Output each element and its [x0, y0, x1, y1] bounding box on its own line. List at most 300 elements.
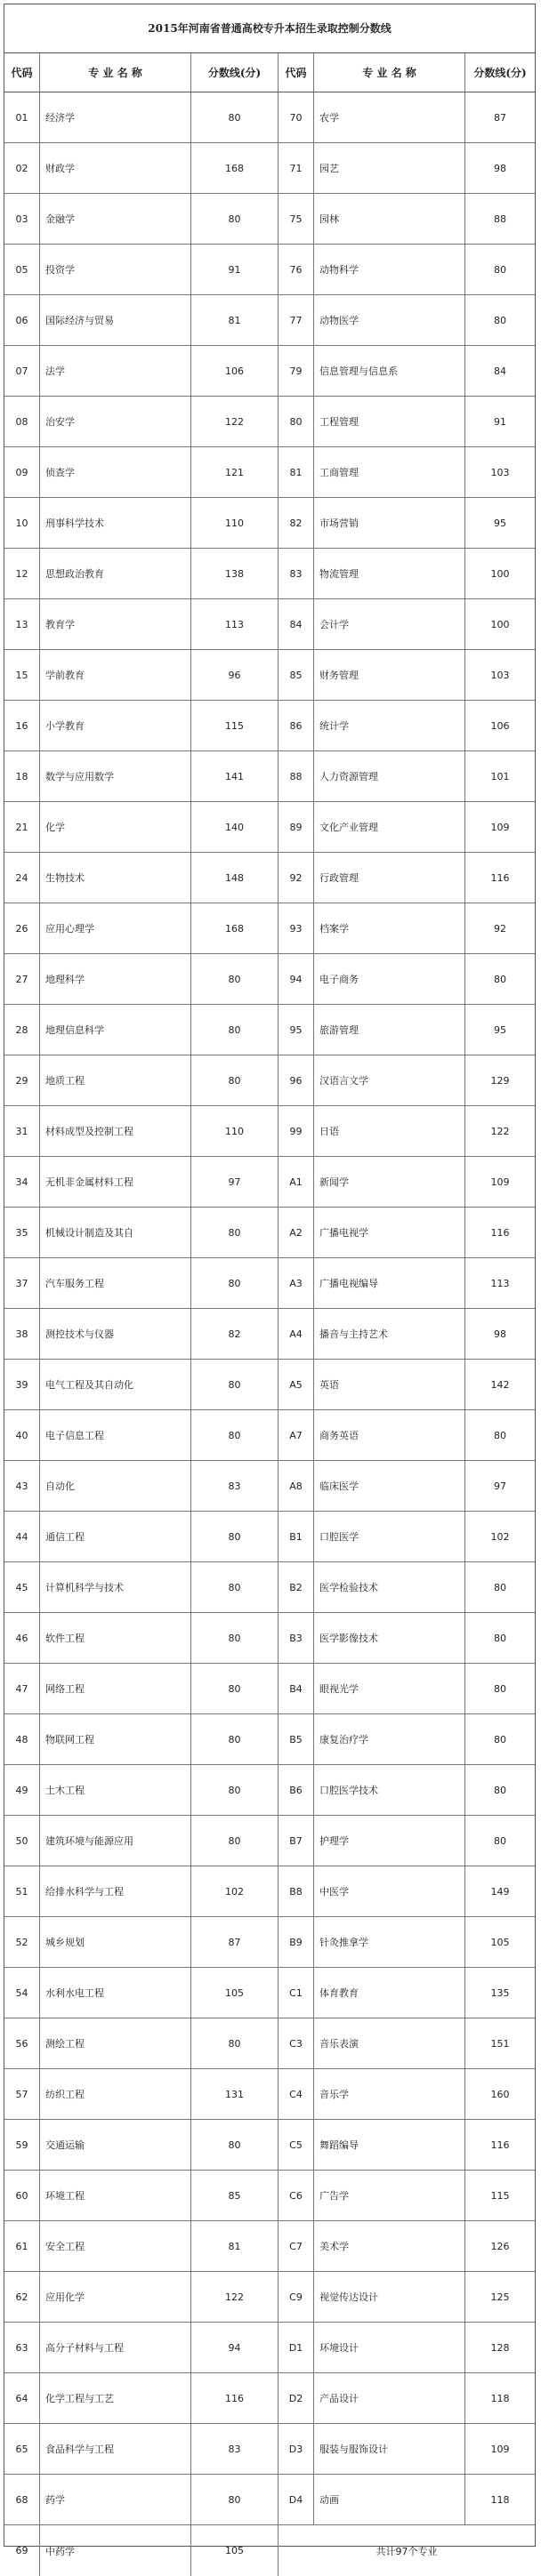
code-cell: A4: [279, 1309, 314, 1359]
score-cell: 100: [490, 618, 510, 630]
major-name-cell: 中医学: [314, 1866, 465, 1916]
table-row: [4, 1258, 535, 1309]
table-row: [4, 1461, 535, 1512]
code-cell: 76: [279, 245, 314, 294]
table-row: [4, 2069, 535, 2120]
major-name-cell: 中药学: [40, 2525, 191, 2576]
score-cell: 80: [494, 263, 506, 276]
score-cell: 80: [494, 1581, 506, 1593]
major-name-cell: 地理信息科学: [40, 1005, 191, 1055]
table-row: [4, 853, 535, 903]
code-cell: B8: [279, 1866, 314, 1916]
score-cell: 149: [490, 1885, 510, 1898]
code-cell: 07: [4, 346, 40, 396]
score-cell: 84: [494, 365, 506, 377]
table-row: [4, 2424, 535, 2475]
major-name-cell: 教育学: [40, 599, 191, 649]
major-name-cell: 建筑环境与能源应用: [40, 1816, 191, 1866]
score-cell: 80: [494, 1682, 506, 1695]
code-cell: 95: [279, 1005, 314, 1055]
code-cell: C5: [279, 2120, 314, 2170]
score-cell: 106: [490, 719, 510, 732]
code-cell: 92: [279, 853, 314, 903]
major-name-cell: 英语: [314, 1360, 465, 1409]
score-cell: 122: [191, 397, 279, 446]
major-name-cell: 给排水科学与工程: [40, 1866, 191, 1916]
major-name-cell: 侦查学: [40, 447, 191, 497]
major-name-cell: 土木工程: [40, 1765, 191, 1815]
table-row: [4, 143, 535, 194]
major-name-cell: 国际经济与贸易: [40, 295, 191, 345]
major-name-cell: 财政学: [40, 143, 191, 193]
score-cell: 110: [191, 498, 279, 548]
code-cell: A1: [279, 1157, 314, 1207]
score-cell: 80: [494, 1784, 506, 1796]
code-cell: B9: [279, 1917, 314, 1967]
table-row: [4, 1055, 535, 1106]
score-cell: 100: [490, 567, 510, 580]
score-cell: 129: [490, 1074, 510, 1087]
header-major-right: 专 业 名 称: [314, 53, 465, 92]
major-name-cell: 汉语言文学: [314, 1055, 465, 1105]
major-name-cell: 高分子材料与工程: [40, 2323, 191, 2372]
table-row: [4, 1816, 535, 1866]
major-name-cell: 广播电视编导: [314, 1258, 465, 1308]
major-name-cell: 交通运输: [40, 2120, 191, 2170]
score-cell: 88: [494, 213, 506, 225]
major-name-cell: 投资学: [40, 245, 191, 294]
major-name-cell: 测绘工程: [40, 2018, 191, 2068]
code-cell: 08: [4, 397, 40, 446]
major-name-cell: 食品科学与工程: [40, 2424, 191, 2474]
score-cell: 83: [191, 1461, 279, 1511]
code-cell: A2: [279, 1208, 314, 1257]
major-name-cell: 护理学: [314, 1816, 465, 1866]
major-name-cell: 通信工程: [40, 1512, 191, 1561]
major-name-cell: 动画: [314, 2475, 465, 2524]
code-cell: 47: [4, 1664, 40, 1713]
score-cell: 151: [490, 2037, 510, 2050]
score-cell: 80: [494, 973, 506, 985]
major-name-cell: 自动化: [40, 1461, 191, 1511]
table-row: [4, 1562, 535, 1613]
table-row: [4, 2272, 535, 2323]
major-name-cell: 纺织工程: [40, 2069, 191, 2119]
score-cell: 160: [490, 2088, 510, 2100]
table-row: [4, 1714, 535, 1765]
score-cell: 168: [191, 143, 279, 193]
score-cell: 121: [191, 447, 279, 497]
code-cell: 01: [4, 92, 40, 142]
code-cell: 93: [279, 903, 314, 953]
code-cell: 03: [4, 194, 40, 244]
score-cell: 113: [490, 1277, 510, 1289]
major-name-cell: 机械设计制造及其自: [40, 1208, 191, 1257]
score-cell: 97: [191, 1157, 279, 1207]
code-cell: 89: [279, 802, 314, 852]
code-cell: 65: [4, 2424, 40, 2474]
score-cell: 140: [191, 802, 279, 852]
table-row: [4, 2373, 535, 2424]
score-cell: 80: [191, 1055, 279, 1105]
code-cell: 44: [4, 1512, 40, 1561]
table-row: [4, 549, 535, 599]
table-row: [4, 1664, 535, 1714]
header-code-left: 代码: [4, 53, 40, 92]
code-cell: 60: [4, 2171, 40, 2220]
score-cell: 80: [191, 92, 279, 142]
code-cell: A5: [279, 1360, 314, 1409]
score-cell: 98: [494, 162, 506, 174]
table-row: [4, 903, 535, 954]
code-cell: B3: [279, 1613, 314, 1663]
score-cell: 87: [494, 111, 506, 124]
major-name-cell: 服装与服饰设计: [314, 2424, 465, 2474]
score-cell: 80: [191, 954, 279, 1004]
major-name-cell: 安全工程: [40, 2221, 191, 2271]
score-cell: 105: [191, 2525, 279, 2576]
major-name-cell: 音乐表演: [314, 2018, 465, 2068]
major-name-cell: 动物医学: [314, 295, 465, 345]
code-cell: B1: [279, 1512, 314, 1561]
code-cell: B5: [279, 1714, 314, 1764]
table-row: [4, 650, 535, 701]
score-cell: 87: [191, 1917, 279, 1967]
score-cell: 80: [191, 194, 279, 244]
major-name-cell: 地理科学: [40, 954, 191, 1004]
major-name-cell: 行政管理: [314, 853, 465, 903]
score-cell: 80: [191, 1765, 279, 1815]
table-row: [4, 701, 535, 751]
score-cell: 122: [191, 2272, 279, 2322]
score-cell: 96: [191, 650, 279, 700]
score-cell: 97: [494, 1480, 506, 1492]
major-name-cell: 生物技术: [40, 853, 191, 903]
major-name-cell: 无机非金属材料工程: [40, 1157, 191, 1207]
major-name-cell: 档案学: [314, 903, 465, 953]
code-cell: 88: [279, 751, 314, 801]
major-name-cell: 医学影像技术: [314, 1613, 465, 1663]
table-row: [4, 1106, 535, 1157]
score-cell: 80: [191, 1714, 279, 1764]
code-cell: A3: [279, 1258, 314, 1308]
code-cell: A7: [279, 1410, 314, 1460]
code-cell: B4: [279, 1664, 314, 1713]
code-cell: 02: [4, 143, 40, 193]
table-row: [4, 954, 535, 1005]
major-name-cell: 电气工程及其自动化: [40, 1360, 191, 1409]
code-cell: 37: [4, 1258, 40, 1308]
score-cell: 103: [490, 669, 510, 681]
code-cell: 21: [4, 802, 40, 852]
code-cell: C9: [279, 2272, 314, 2322]
score-cell: 109: [490, 821, 510, 833]
score-cell: 105: [490, 1936, 510, 1948]
score-cell: 102: [490, 1530, 510, 1543]
major-name-cell: 信息管理与信息系: [314, 346, 465, 396]
table-row: [4, 498, 535, 549]
code-cell: 83: [279, 549, 314, 598]
table-row: [4, 1512, 535, 1562]
score-cell: 80: [494, 314, 506, 326]
major-name-cell: 医学检验技术: [314, 1562, 465, 1612]
code-cell: 38: [4, 1309, 40, 1359]
score-cell: 91: [191, 245, 279, 294]
table-row: [4, 599, 535, 650]
score-cell: 92: [494, 922, 506, 935]
score-cell: 109: [490, 1176, 510, 1188]
major-name-cell: 日语: [314, 1106, 465, 1156]
score-cell: 85: [191, 2171, 279, 2220]
code-cell: 61: [4, 2221, 40, 2271]
score-cell: 109: [490, 2443, 510, 2455]
code-cell: C4: [279, 2069, 314, 2119]
score-cell: 106: [191, 346, 279, 396]
table-header-row: [4, 53, 535, 92]
score-cell: 102: [191, 1866, 279, 1916]
major-name-cell: 刑事科学技术: [40, 498, 191, 548]
major-name-cell: 地质工程: [40, 1055, 191, 1105]
code-cell: 57: [4, 2069, 40, 2119]
code-cell: 16: [4, 701, 40, 750]
major-name-cell: 化学工程与工艺: [40, 2373, 191, 2423]
score-cell: 95: [494, 517, 506, 529]
score-cell: 110: [191, 1106, 279, 1156]
table-row: [4, 2120, 535, 2171]
code-cell: D1: [279, 2323, 314, 2372]
code-cell: 09: [4, 447, 40, 497]
score-cell: 138: [191, 549, 279, 598]
table-row: [4, 1005, 535, 1055]
score-cell: 80: [494, 1632, 506, 1644]
score-cell: 83: [191, 2424, 279, 2474]
score-cell: 118: [490, 2392, 510, 2404]
code-cell: 96: [279, 1055, 314, 1105]
code-cell: 68: [4, 2475, 40, 2524]
score-cell: 80: [191, 1005, 279, 1055]
table-row: [4, 2323, 535, 2373]
major-name-cell: 软件工程: [40, 1613, 191, 1663]
code-cell: 24: [4, 853, 40, 903]
score-cell: 95: [494, 1023, 506, 1036]
score-cell: 80: [494, 1834, 506, 1847]
major-name-cell: 统计学: [314, 701, 465, 750]
code-cell: 40: [4, 1410, 40, 1460]
major-name-cell: 物流管理: [314, 549, 465, 598]
code-cell: 64: [4, 2373, 40, 2423]
table-row: [4, 1917, 535, 1968]
code-cell: 84: [279, 599, 314, 649]
score-cell: 80: [191, 1664, 279, 1713]
score-cell: 80: [191, 1512, 279, 1561]
score-cell: 113: [191, 599, 279, 649]
code-cell: 69: [4, 2525, 40, 2576]
score-cell: 80: [191, 1360, 279, 1409]
table-row: [4, 1208, 535, 1258]
total-majors-summary: 共计97个专业: [375, 2545, 438, 2557]
code-cell: 80: [279, 397, 314, 446]
code-cell: 18: [4, 751, 40, 801]
code-cell: 94: [279, 954, 314, 1004]
score-cell: 80: [191, 1410, 279, 1460]
code-cell: 35: [4, 1208, 40, 1257]
code-cell: 81: [279, 447, 314, 497]
code-cell: 75: [279, 194, 314, 244]
code-cell: 46: [4, 1613, 40, 1663]
code-cell: 70: [279, 92, 314, 142]
major-name-cell: 新闻学: [314, 1157, 465, 1207]
table-row: [4, 92, 535, 143]
major-name-cell: 市场营销: [314, 498, 465, 548]
score-cell: 141: [191, 751, 279, 801]
score-cell: 101: [490, 770, 510, 782]
major-name-cell: 法学: [40, 346, 191, 396]
score-cell: 82: [191, 1309, 279, 1359]
table-row: [4, 1309, 535, 1360]
table-body: [4, 92, 535, 2576]
score-cell: 122: [490, 1125, 510, 1137]
major-name-cell: 经济学: [40, 92, 191, 142]
major-name-cell: 应用化学: [40, 2272, 191, 2322]
header-score-left: 分数线(分): [191, 53, 279, 92]
code-cell: 10: [4, 498, 40, 548]
table-row: [4, 245, 535, 295]
score-cell: 118: [490, 2493, 510, 2506]
score-cell: 168: [191, 903, 279, 953]
score-cell: 80: [494, 1733, 506, 1745]
score-cell: 116: [490, 871, 510, 884]
score-cell: 135: [490, 1986, 510, 1999]
code-cell: 62: [4, 2272, 40, 2322]
major-name-cell: 广播电视学: [314, 1208, 465, 1257]
major-name-cell: 旅游管理: [314, 1005, 465, 1055]
code-cell: D3: [279, 2424, 314, 2474]
major-name-cell: 物联网工程: [40, 1714, 191, 1764]
table-row: [4, 1157, 535, 1208]
table-row: [4, 346, 535, 397]
code-cell: 85: [279, 650, 314, 700]
major-name-cell: 播音与主持艺术: [314, 1309, 465, 1359]
table-row: [4, 1968, 535, 2018]
code-cell: 27: [4, 954, 40, 1004]
table-row: [4, 2475, 535, 2525]
table-row: [4, 397, 535, 447]
major-name-cell: 舞蹈编导: [314, 2120, 465, 2170]
score-cell: 81: [191, 295, 279, 345]
code-cell: 34: [4, 1157, 40, 1207]
code-cell: B6: [279, 1765, 314, 1815]
major-name-cell: 数学与应用数学: [40, 751, 191, 801]
score-cell: 103: [490, 466, 510, 478]
score-cell: 80: [191, 1208, 279, 1257]
table-row: [4, 751, 535, 802]
code-cell: 39: [4, 1360, 40, 1409]
major-name-cell: 金融学: [40, 194, 191, 244]
score-cell: 105: [191, 1968, 279, 2018]
major-name-cell: 美术学: [314, 2221, 465, 2271]
table-row: [4, 2221, 535, 2272]
score-cell: 116: [191, 2373, 279, 2423]
score-cell: 80: [191, 2475, 279, 2524]
major-name-cell: 工商管理: [314, 447, 465, 497]
major-name-cell: 测控技术与仪器: [40, 1309, 191, 1359]
score-table: [4, 4, 536, 2557]
code-cell: B7: [279, 1816, 314, 1866]
code-cell: 54: [4, 1968, 40, 2018]
code-cell: 56: [4, 2018, 40, 2068]
table-row: [4, 2171, 535, 2221]
code-cell: B2: [279, 1562, 314, 1612]
code-cell: 50: [4, 1816, 40, 1866]
table-title: 2015年河南省普通高校专升本招生录取控制分数线: [4, 4, 535, 53]
code-cell: 29: [4, 1055, 40, 1105]
code-cell: C3: [279, 2018, 314, 2068]
major-name-cell: 会计学: [314, 599, 465, 649]
table-row: [4, 802, 535, 853]
major-name-cell: 针灸推拿学: [314, 1917, 465, 1967]
score-cell: 125: [490, 2291, 510, 2303]
code-cell: 45: [4, 1562, 40, 1612]
major-name-cell: 电子商务: [314, 954, 465, 1004]
code-cell: 05: [4, 245, 40, 294]
code-cell: 82: [279, 498, 314, 548]
score-cell: 116: [490, 1226, 510, 1239]
major-name-cell: 应用心理学: [40, 903, 191, 953]
table-row: [4, 2018, 535, 2069]
code-cell: 28: [4, 1005, 40, 1055]
major-name-cell: 材料成型及控制工程: [40, 1106, 191, 1156]
major-name-cell: 动物科学: [314, 245, 465, 294]
score-cell: 80: [191, 2120, 279, 2170]
major-name-cell: 网络工程: [40, 1664, 191, 1713]
major-name-cell: 广告学: [314, 2171, 465, 2220]
major-name-cell: 农学: [314, 92, 465, 142]
major-name-cell: 城乡规划: [40, 1917, 191, 1967]
major-name-cell: 视觉传达设计: [314, 2272, 465, 2322]
score-cell: 94: [191, 2323, 279, 2372]
major-name-cell: 思想政治教育: [40, 549, 191, 598]
code-cell: 99: [279, 1106, 314, 1156]
score-cell: 80: [494, 1429, 506, 1441]
major-name-cell: 环境工程: [40, 2171, 191, 2220]
score-cell: 80: [191, 1613, 279, 1663]
score-cell: 80: [191, 1258, 279, 1308]
table-row: [4, 1765, 535, 1816]
table-row: [4, 447, 535, 498]
score-cell: 142: [490, 1378, 510, 1391]
major-name-cell: 小学教育: [40, 701, 191, 750]
code-cell: 48: [4, 1714, 40, 1764]
code-cell: 71: [279, 143, 314, 193]
score-cell: 128: [490, 2341, 510, 2354]
table-row: [4, 194, 535, 245]
code-cell: 51: [4, 1866, 40, 1916]
score-cell: 115: [191, 701, 279, 750]
code-cell: 77: [279, 295, 314, 345]
code-cell: 43: [4, 1461, 40, 1511]
major-name-cell: 工程管理: [314, 397, 465, 446]
score-cell: 98: [494, 1328, 506, 1340]
code-cell: 12: [4, 549, 40, 598]
table-row: [4, 1360, 535, 1410]
code-cell: D4: [279, 2475, 314, 2524]
major-name-cell: 环境设计: [314, 2323, 465, 2372]
major-name-cell: 体育教育: [314, 1968, 465, 2018]
major-name-cell: 临床医学: [314, 1461, 465, 1511]
major-name-cell: 电子信息工程: [40, 1410, 191, 1460]
table-row: [4, 1866, 535, 1917]
score-cell: 116: [490, 2139, 510, 2151]
